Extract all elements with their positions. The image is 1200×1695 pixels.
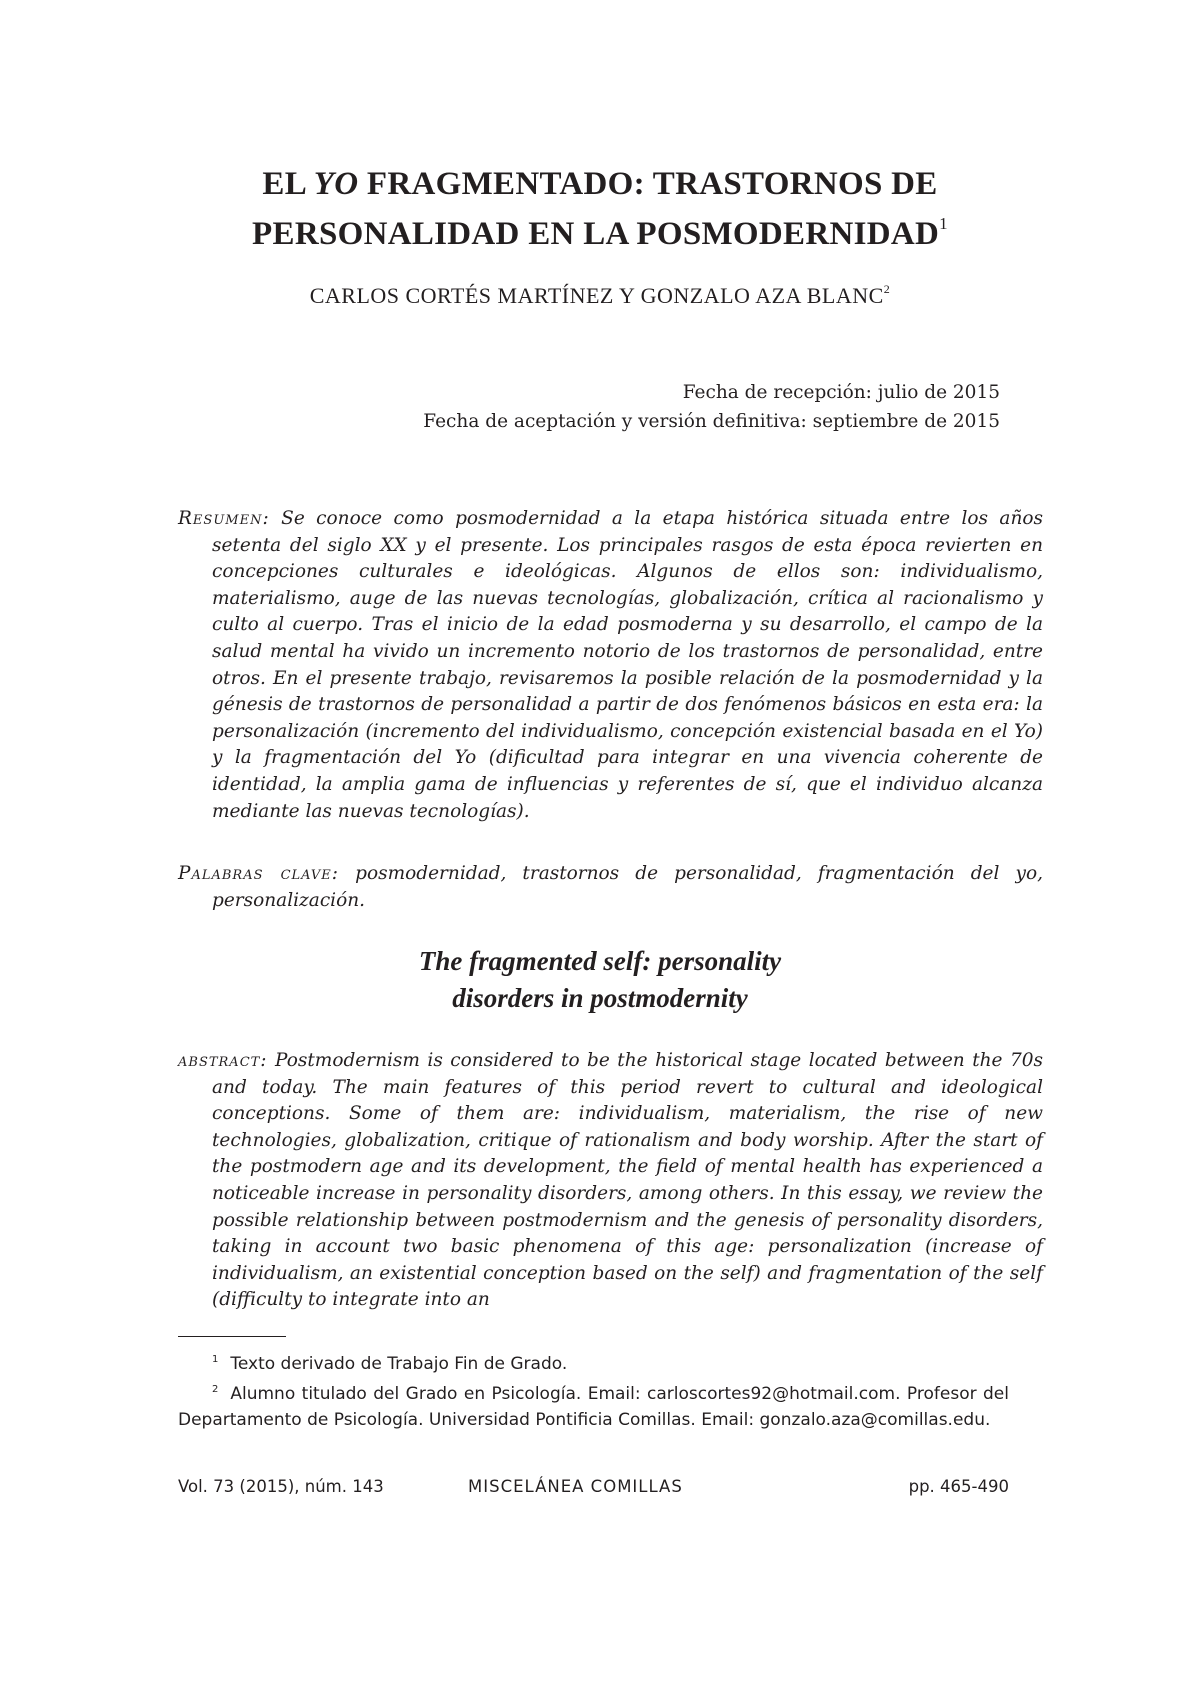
- reception-date: Fecha de recepción: julio de 2015: [682, 382, 1000, 403]
- abstract-label: abstract:: [178, 1050, 268, 1071]
- title-part-yo: YO: [313, 166, 359, 202]
- english-title-line-1: The fragmented self: personality: [418, 946, 782, 976]
- footer-journal: MISCELÁNEA COMILLAS: [468, 1477, 683, 1496]
- title-line-2-text: PERSONALIDAD EN LA POSMODERNIDAD: [252, 216, 940, 252]
- footnote-2-mark: 2: [212, 1384, 219, 1395]
- dates-block: [423, 378, 1000, 436]
- authors-footnote-mark: 2: [883, 282, 891, 296]
- title-footnote-mark: 1: [939, 214, 948, 233]
- footnote-1-mark: 1: [212, 1354, 219, 1365]
- abstract-text: Postmodernism is considered to be the historical stage located between the 70s and today. The main features of this period revert to cultural and ideological conceptions. Some of them are: individualism, materialism, the rise of new technologies, globalization, critique of rationalism and body worship. After the start of the postmodern age and its development, the field of mental health has experienced a noticeable increase in personality disorders, among others. In this essay, we review the possible relationship between postmodernism and the genesis of personality disorders, taking in account two basic phenomena of this age: personalization (increase of individualism, an existential conception based on the self) and fragmentation of the self (difficulty to integrate into an: [212, 1050, 1043, 1311]
- palabras-clave-text: posmodernidad, trastornos de personalidad, fragmentación del yo, personalización.: [212, 863, 1043, 911]
- footnote-separator: [178, 1336, 286, 1337]
- palabras-clave-label: Palabras clave:: [178, 863, 340, 884]
- acceptance-date: Fecha de aceptación y versión definitiva: septiembre de 2015: [423, 411, 1000, 432]
- authors: [150, 282, 1050, 309]
- footnote-1: [178, 1347, 1009, 1377]
- footnote-2: [178, 1377, 1009, 1433]
- footer-pages: pp. 465-490: [908, 1477, 1009, 1496]
- title-line-2: [150, 204, 1050, 254]
- abstract-paragraph: [178, 1048, 1043, 1314]
- footnote-1-text: Texto derivado de Trabajo Fin de Grado.: [230, 1354, 568, 1374]
- footnote-2-text: Alumno titulado del Grado en Psicología. Email: carloscortes92@hotmail.com. Profesor del Departamento de Psicología. Universidad Pontificia Comillas. Email: gonzalo.aza@comillas.edu.: [178, 1384, 1009, 1430]
- title-part-rest: FRAGMENTADO: TRASTORNOS DE: [358, 166, 938, 202]
- resumen-label: Resumen:: [178, 508, 270, 529]
- resumen-paragraph: [178, 506, 1043, 825]
- title-line-1: [150, 164, 1050, 204]
- title-part-el: EL: [262, 166, 314, 202]
- palabras-clave-paragraph: [178, 861, 1043, 914]
- resumen-text: Se conoce como posmodernidad a la etapa histórica situada entre los años setenta del siglo XX y el presente. Los principales rasgos de esta época revierten en concepciones culturales e ideológicas. Algunos de ellos son: individualismo, materialismo, auge de las nuevas tecnologías, globalización, crítica al racionalismo y culto al cuerpo. Tras el inicio de la edad posmoderna y su desarrollo, el campo de la salud mental ha vivido un incremento notorio de los trastornos de personalidad, entre otros. En el presente trabajo, revisaremos la posible relación de la posmodernidad y la génesis de trastornos de personalidad a partir de dos fenómenos básicos en esta era: la personalización (incremento del individualismo, concepción existencial basada en el Yo) y la fragmentación del Yo (dificultad para integrar en una vivencia coherente de identidad, la amplia gama de influencias y referentes de sí, que el individuo alcanza mediante las nuevas tecnologías).: [212, 508, 1043, 822]
- authors-text: CARLOS CORTÉS MARTÍNEZ Y GONZALO AZA BLANC: [309, 283, 884, 308]
- paper-title: [150, 164, 1050, 254]
- english-title: [150, 943, 1050, 1017]
- footer-volume: Vol. 73 (2015), núm. 143: [178, 1477, 384, 1496]
- footnotes: [178, 1347, 1009, 1433]
- page-footer: [178, 1477, 1009, 1503]
- english-title-line-2: disorders in postmodernity: [452, 983, 748, 1013]
